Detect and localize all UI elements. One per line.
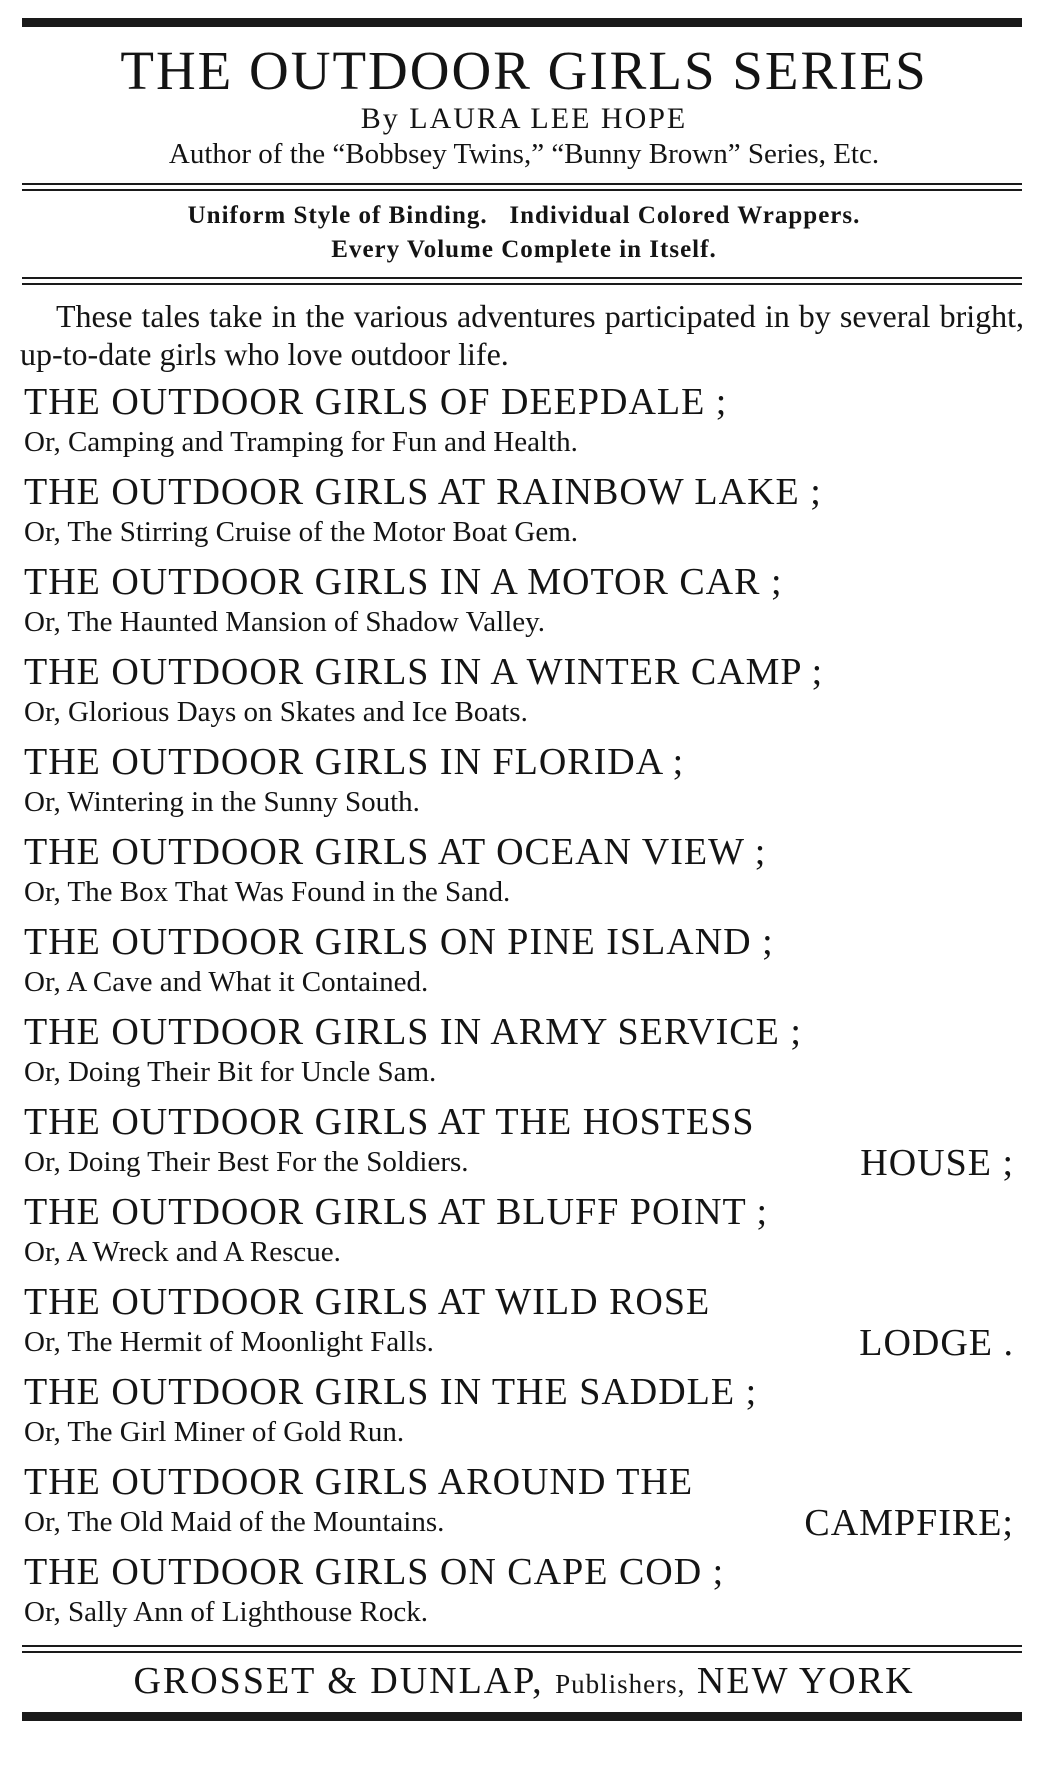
header-divider [22,183,1022,191]
book-title: THE OUTDOOR GIRLS IN THE SADDLE ; [24,1371,758,1413]
book-entry-13 [20,1459,1028,1549]
book-title: THE OUTDOOR GIRLS IN A WINTER CAMP ; [24,651,824,693]
top-heavy-rule [22,18,1022,27]
book-title: THE OUTDOOR GIRLS AROUND THE [24,1461,694,1503]
book-entry-5 [20,739,1028,829]
book-subtitle: Or, Camping and Tramping for Fun and Health. [24,426,578,458]
binding-notice [20,199,1028,267]
book-entry-4 [20,649,1028,739]
book-subtitle: Or, The Girl Miner of Gold Run. [24,1416,405,1448]
book-title: THE OUTDOOR GIRLS ON CAPE COD ; [24,1551,725,1593]
book-entry-6 [20,829,1028,919]
book-subtitle: Or, A Wreck and A Rescue. [24,1236,341,1268]
book-entry-1 [20,379,1028,469]
series-description [20,297,1028,373]
book-subtitle: Or, The Box That Was Found in the Sand. [24,876,511,908]
author-byline: By LAURA LEE HOPE [360,102,688,135]
series-description-text: These tales take in the various adventures participated in by several bright, up-to-date girls who love outdoor life. [20,298,1024,372]
book-title-continuation: CAMPFIRE; [804,1502,1014,1544]
book-entry-2 [20,469,1028,559]
book-subtitle: Or, Glorious Days on Skates and Ice Boats. [24,696,528,728]
book-title: THE OUTDOOR GIRLS AT OCEAN VIEW ; [24,831,767,873]
publisher-word: Publishers, [555,1669,686,1699]
book-title-continuation: LODGE . [859,1322,1014,1364]
book-title: THE OUTDOOR GIRLS AT BLUFF POINT ; [24,1191,769,1233]
book-title: THE OUTDOOR GIRLS AT THE HOSTESS [24,1101,755,1143]
book-title: THE OUTDOOR GIRLS AT RAINBOW LAKE ; [24,471,822,513]
footer-divider [22,1645,1022,1653]
book-title: THE OUTDOOR GIRLS AT WILD ROSE [24,1281,711,1323]
book-subtitle: Or, Sally Ann of Lighthouse Rock. [24,1596,429,1628]
binding-divider [22,277,1022,285]
book-advertisement-page [20,18,1028,1721]
publisher-city: NEW YORK [696,1660,915,1702]
book-subtitle: Or, Doing Their Best For the Soldiers. [24,1146,469,1178]
publisher-footer [20,1645,1028,1721]
series-title: THE OUTDOOR GIRLS SERIES [120,40,928,101]
book-title: THE OUTDOOR GIRLS ON PINE ISLAND ; [24,921,774,963]
book-entry-8 [20,1009,1028,1099]
book-title: THE OUTDOOR GIRLS IN ARMY SERVICE ; [24,1011,802,1053]
book-entry-10 [20,1189,1028,1279]
author-credits: Author of the “Bobbsey Twins,” “Bunny Brown” Series, Etc. [168,138,880,170]
book-entry-3 [20,559,1028,649]
publisher-imprint [20,1653,1028,1712]
book-title: THE OUTDOOR GIRLS IN FLORIDA ; [24,741,685,783]
book-title: THE OUTDOOR GIRLS IN A MOTOR CAR ; [24,561,783,603]
book-subtitle: Or, The Haunted Mansion of Shadow Valley. [24,606,546,638]
binding-line-2: Every Volume Complete in Itself. [331,236,717,263]
publisher-name: GROSSET & DUNLAP, [133,1660,544,1702]
book-subtitle: Or, Doing Their Bit for Uncle Sam. [24,1056,437,1088]
book-entry-11 [20,1279,1028,1369]
book-entry-14 [20,1549,1028,1639]
book-entry-12 [20,1369,1028,1459]
book-subtitle: Or, The Stirring Cruise of the Motor Boat Gem. [24,516,579,548]
bottom-heavy-rule [22,1712,1022,1721]
book-entry-7 [20,919,1028,1009]
book-title-continuation: HOUSE ; [860,1142,1014,1184]
book-subtitle: Or, The Old Maid of the Mountains. [24,1506,445,1538]
book-title: THE OUTDOOR GIRLS OF DEEPDALE ; [24,381,728,423]
book-subtitle: Or, Wintering in the Sunny South. [24,786,420,818]
book-subtitle: Or, The Hermit of Moonlight Falls. [24,1326,434,1358]
book-entry-9 [20,1099,1028,1189]
book-list [20,379,1028,1639]
binding-line-1: Uniform Style of Binding. Individual Colored Wrappers. [187,202,861,229]
book-subtitle: Or, A Cave and What it Contained. [24,966,429,998]
